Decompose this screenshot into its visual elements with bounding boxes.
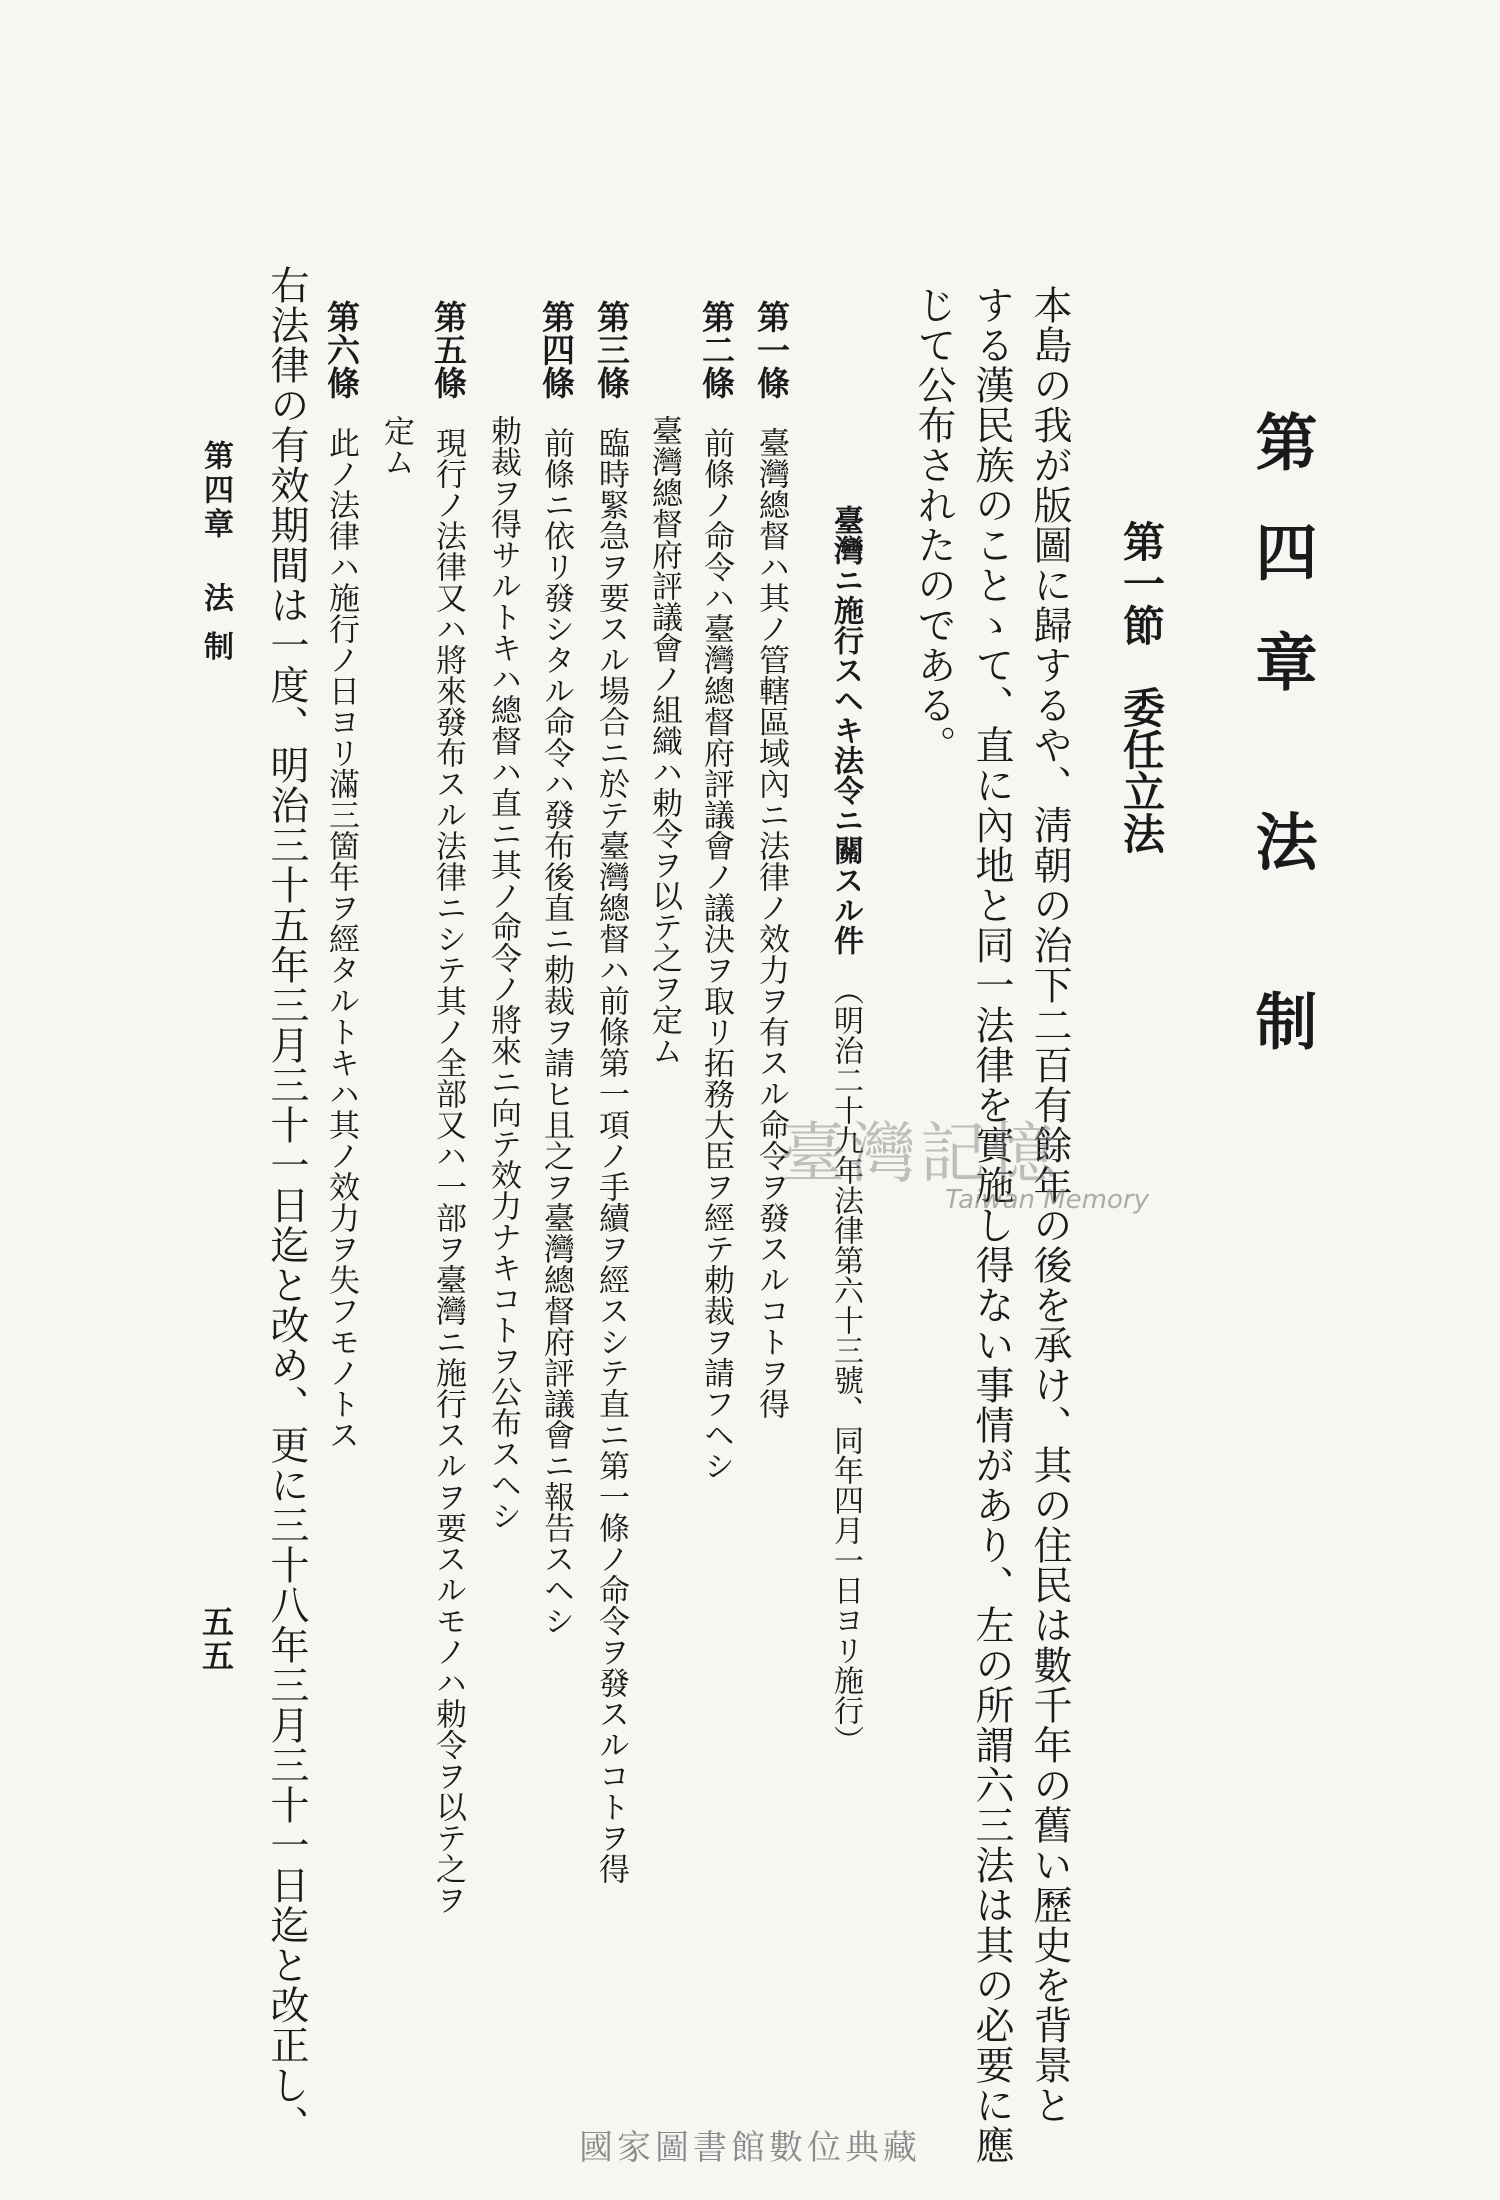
closing-line: 右法律の有效期間は一度、明治三十五年三月三十一日迄と改め、更に三十八年三月三十一日迄と改正し、	[264, 265, 309, 2145]
article-label: 第五條	[429, 300, 468, 399]
article-text: 前條ニ依リ發シタル命令ハ發布後直ニ勅裁ヲ請ヒ且之ヲ臺灣總督府評議會ニ報告スヘシ	[538, 427, 574, 1636]
watermark-logo-english: Taiwan Memory	[945, 1185, 1149, 1215]
article-text: 前條ノ命令ハ臺灣總督府評議會ノ議決ヲ取リ拓務大臣ヲ經テ勅裁ヲ請フヘシ	[698, 427, 734, 1481]
running-header	[198, 440, 233, 665]
watermark-logo: 臺灣記憶	[780, 1115, 1060, 1192]
section-heading	[1117, 520, 1166, 854]
law-note: （明治二十九年法律第六十三號、同年四月一日ヨリ施行）	[828, 975, 863, 1755]
article-2-line-2: 臺灣總督府評議會ノ組織ハ勅令ヲ以テ之ヲ定ム	[646, 415, 682, 1066]
chapter-title: 第四章 法 制	[1245, 410, 1318, 1100]
article-text: 臨時緊急ヲ要スル場合ニ於テ臺灣總督ハ前條第一項ノ手續ヲ經スシテ直ニ第一條ノ命令ヲ發スルコトヲ得	[593, 427, 629, 1884]
intro-line-3: じて公布されたのである。	[911, 285, 956, 765]
running-header-topic: 法 制	[198, 582, 233, 665]
article-4-line-2: 勅裁ヲ得サルトキハ總督ハ直ニ其ノ命令ノ將來ニ向テ效力ナキコトヲ公布スヘシ	[485, 415, 521, 1531]
article-3	[592, 300, 631, 1884]
article-text: 現行ノ法律又ハ將來發布スル法律ニシテ其ノ全部又ハ一部ヲ臺灣ニ施行スルヲ要スルモノハ勅令ヲ以テ之ヲ	[430, 427, 466, 1915]
article-6	[322, 300, 361, 1450]
page-number: 五五	[197, 1605, 235, 1673]
section-number: 第一節	[1117, 520, 1166, 646]
article-text: 此ノ法律ハ施行ノ日ヨリ滿三箇年ヲ經タルトキハ其ノ效力ヲ失フモノトス	[323, 427, 359, 1450]
intro-line-1: 本島の我が版圖に歸するや、淸朝の治下二百有餘年の後を承け、其の住民は數千年の舊い歷史を背景と	[1027, 285, 1072, 2125]
article-label: 第二條	[697, 300, 736, 399]
article-text: 臺灣總督ハ其ノ管轄區域內ニ法律ノ效力ヲ有スル命令ヲ發スルコトヲ得	[753, 427, 789, 1419]
law-title: 臺灣ニ施行スヘキ法令ニ關スル件	[828, 505, 863, 955]
footer-credit: 國家圖書館數位典藏	[579, 2128, 921, 2168]
article-1	[752, 300, 791, 1419]
article-label: 第六條	[322, 300, 361, 399]
article-2	[697, 300, 736, 1481]
intro-line-2: する漢民族のことゝて、直に內地と同一法律を實施し得ない事情があり、左の所謂六三法は其の必要に應	[969, 285, 1014, 2165]
section-title: 委任立法	[1117, 686, 1166, 854]
running-header-chapter: 第四章	[198, 440, 233, 542]
article-5-line-2: 定ム	[378, 415, 414, 477]
article-label: 第一條	[752, 300, 791, 399]
article-4	[537, 300, 576, 1636]
article-label: 第四條	[537, 300, 576, 399]
article-5	[429, 300, 468, 1915]
article-label: 第三條	[592, 300, 631, 399]
